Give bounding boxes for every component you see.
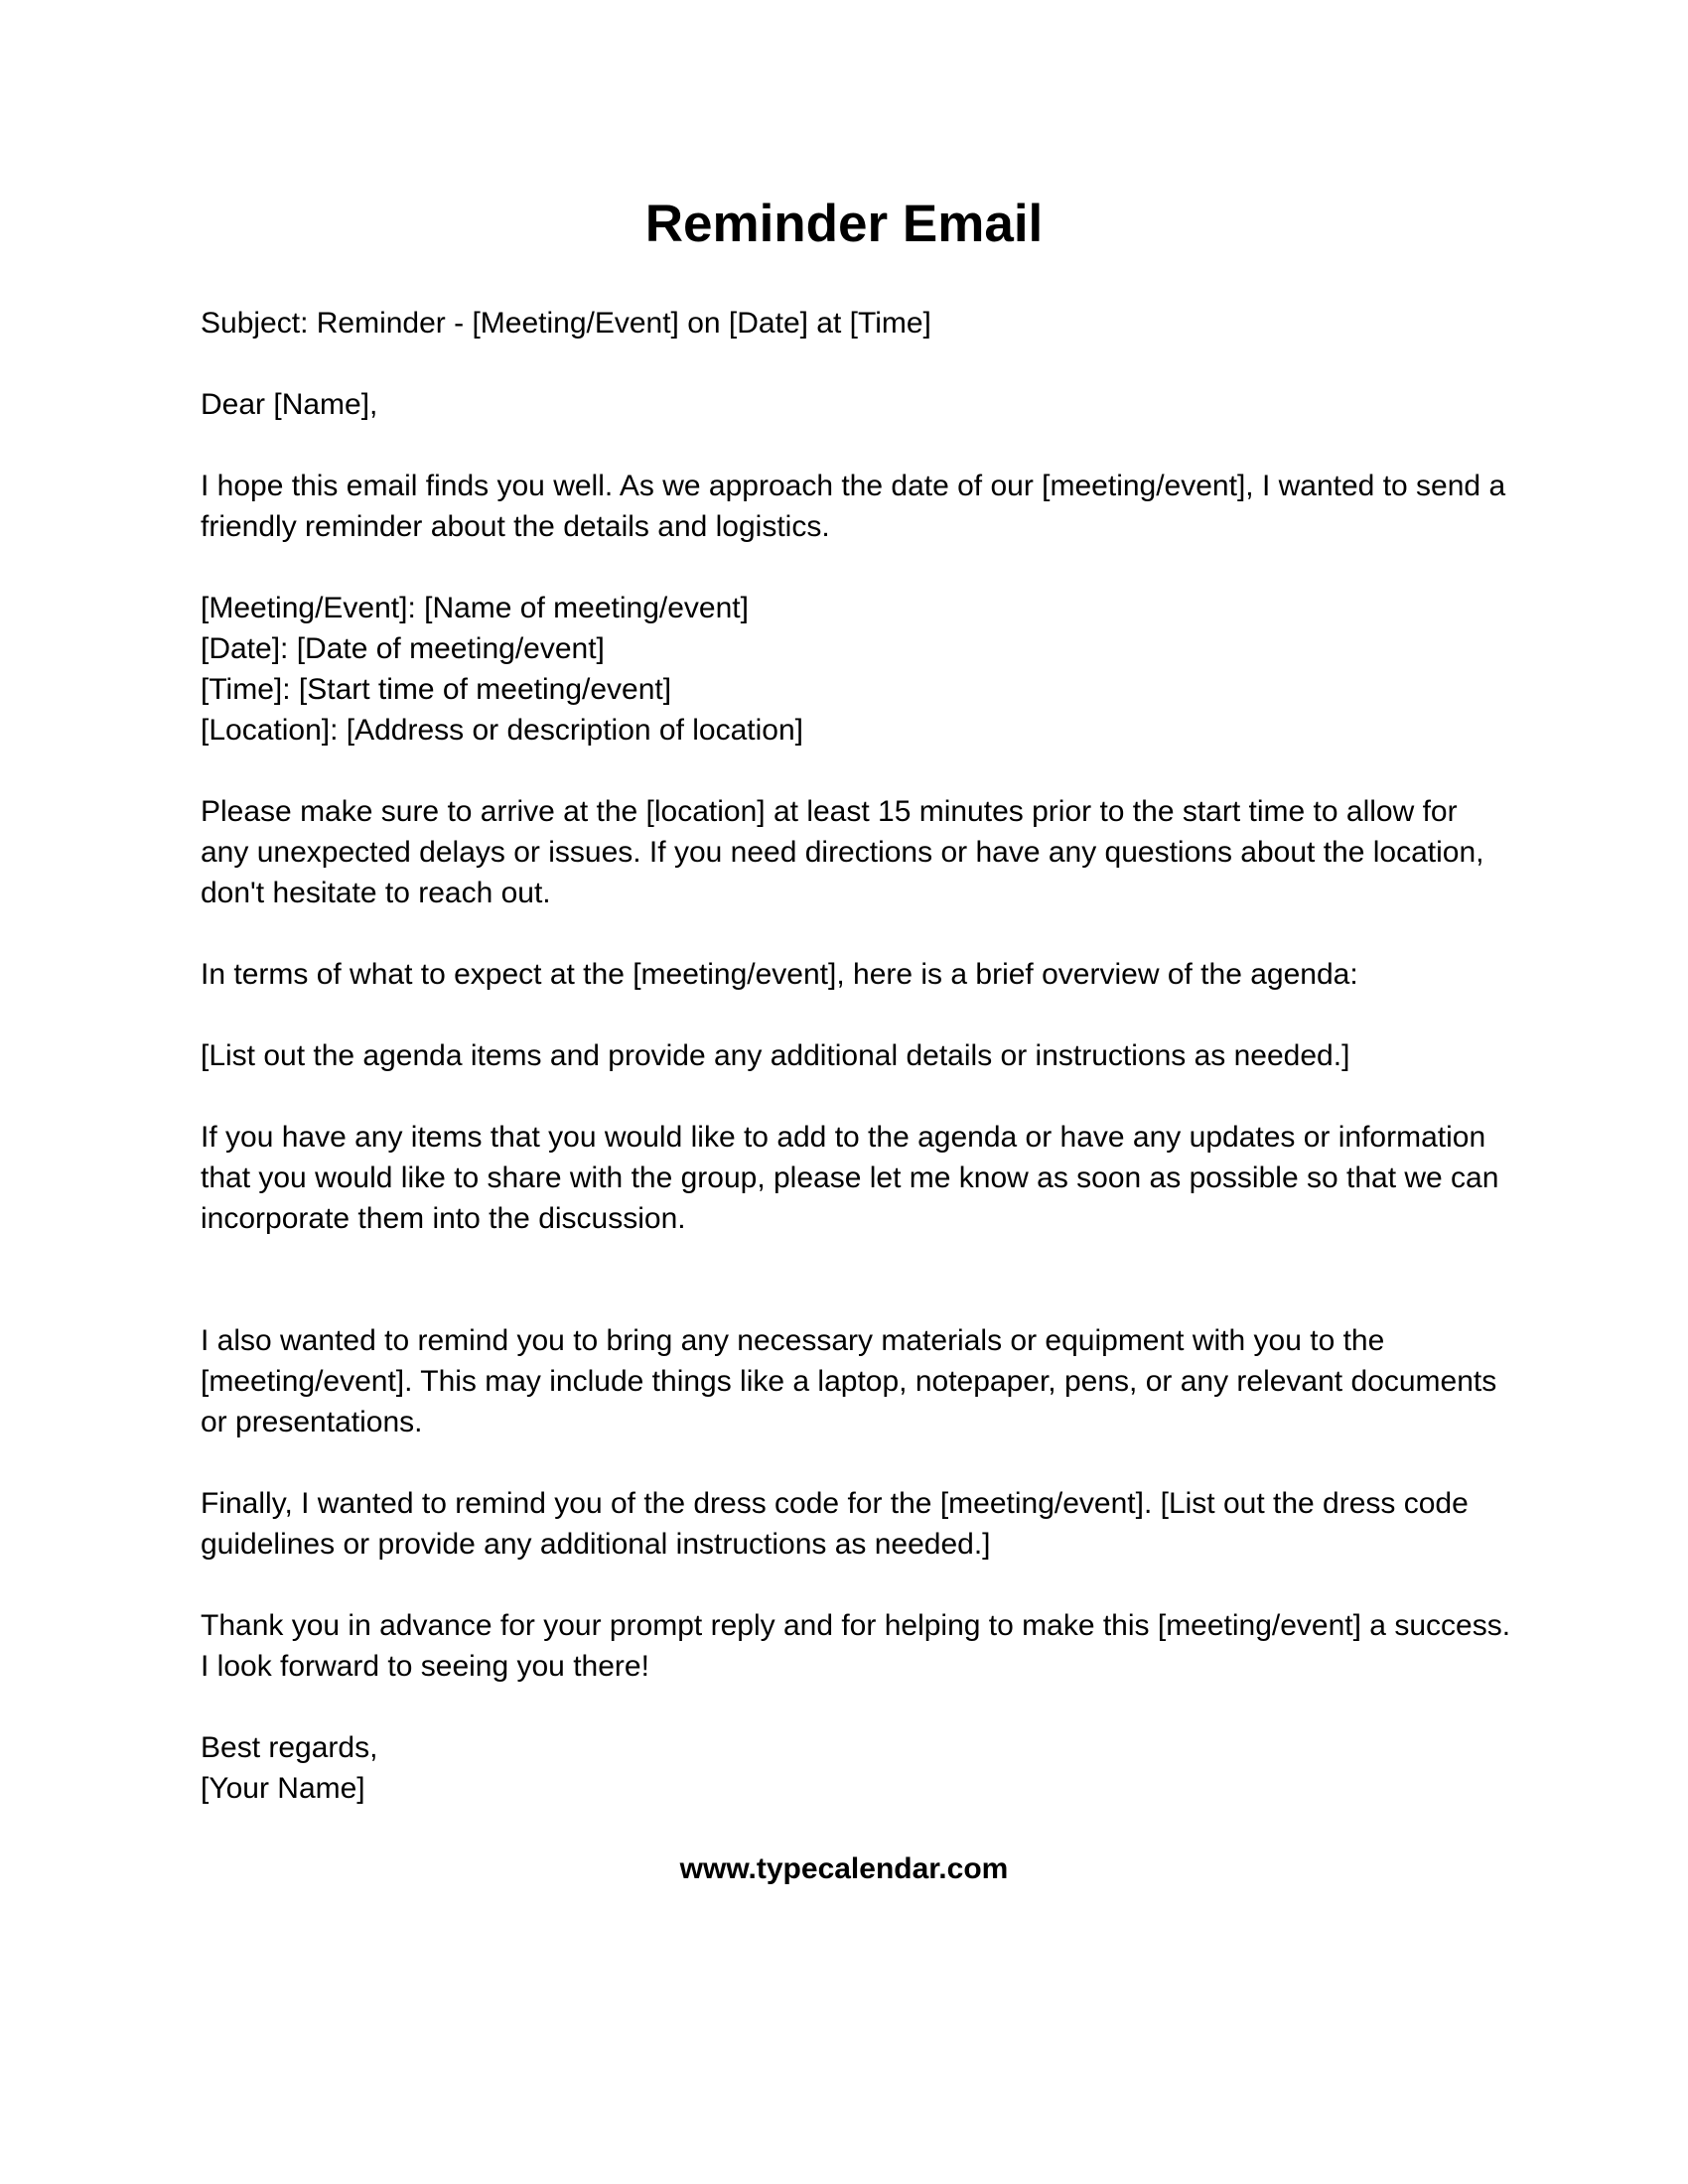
dress-code-paragraph: Finally, I wanted to remind you of the dress code for the [meeting/event]. [List out the dress code guidelines or provide any additional instructions as needed.] [201, 1487, 1469, 1561]
intro-paragraph: I hope this email finds you well. As we approach the date of our [meeting/event], I wanted to send a friendly reminder about the details and logistics. [201, 470, 1506, 543]
agenda-placeholder-paragraph: [List out the agenda items and provide any additional details or instructions as needed.] [201, 1039, 1350, 1072]
footer-website: www.typecalendar.com [679, 1852, 1009, 1885]
sign-off [201, 1727, 1511, 1809]
subject-line: Subject: Reminder - [Meeting/Event] on [Date] at [Time] [201, 307, 931, 340]
event-details [201, 588, 1511, 751]
thanks-paragraph: Thank you in advance for your prompt reply and for helping to make this [meeting/event] a success. I look forward to seeing you there! [201, 1609, 1511, 1683]
agenda-additions-paragraph: If you have any items that you would like to add to the agenda or have any updates or information that you would like to share with the group, please let me know as soon as possible so that we can incorporate them into the discussion. [201, 1121, 1499, 1235]
document-title: Reminder Email [644, 195, 1044, 253]
detail-line-time: [Time]: [Start time of meeting/event] [201, 673, 672, 706]
greeting: Dear [Name], [201, 388, 378, 421]
materials-paragraph: I also wanted to remind you to bring any necessary materials or equipment with you to the [meeting/event]. This may include things like a laptop, notepaper, pens, or any relevant documents or presentations. [201, 1324, 1497, 1438]
closing-line: Best regards, [201, 1731, 378, 1764]
detail-line-event: [Meeting/Event]: [Name of meeting/event] [201, 592, 749, 624]
agenda-intro-paragraph: In terms of what to expect at the [meeting/event], here is a brief overview of the agenda: [201, 958, 1358, 991]
signature-line: [Your Name] [201, 1772, 365, 1805]
detail-line-location: [Location]: [Address or description of location] [201, 714, 804, 747]
arrival-paragraph: Please make sure to arrive at the [location] at least 15 minutes prior to the start time to allow for any unexpected delays or issues. If you need directions or have any questions about the location, don't hesitate to reach out. [201, 795, 1484, 909]
detail-line-date: [Date]: [Date of meeting/event] [201, 632, 605, 665]
email-body [201, 303, 1511, 1849]
